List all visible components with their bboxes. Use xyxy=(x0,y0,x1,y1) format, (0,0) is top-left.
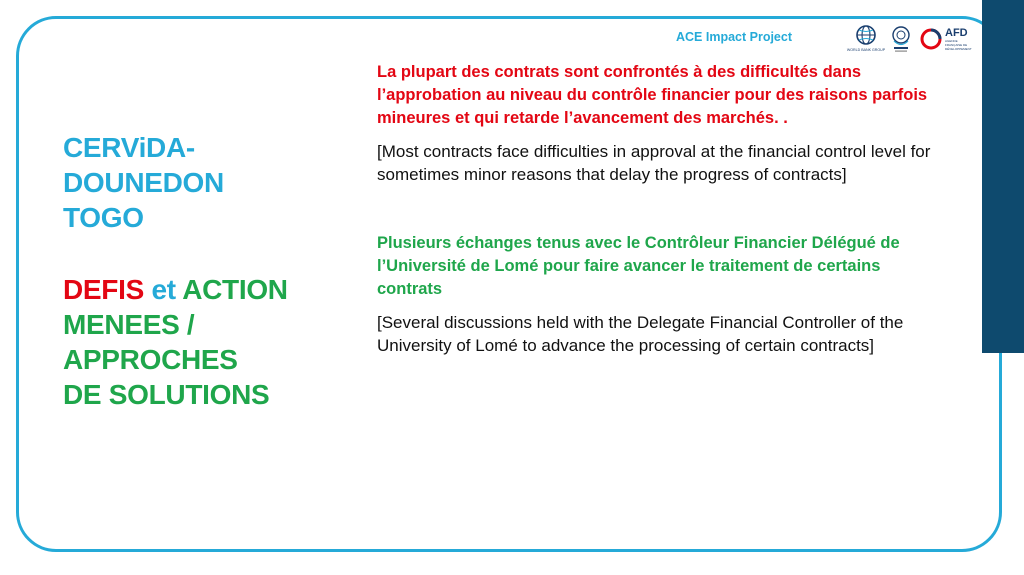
action-english: [Several discussions held with the Delegate Financial Controller of the University of Lomé to advance the processing of certain contracts] xyxy=(377,313,904,355)
project-label: ACE Impact Project xyxy=(676,30,793,44)
slide-title xyxy=(63,130,288,412)
title-et: et xyxy=(151,274,176,305)
title-line-3: TOGO xyxy=(63,202,144,233)
afd-logo xyxy=(920,28,971,51)
afd-label: AFD xyxy=(945,26,968,39)
challenge-english: [Most contracts face difficulties in approval at the financial control level for sometimes minor reasons that delay the progress of contracts] xyxy=(377,142,931,184)
side-accent-bar xyxy=(982,0,1024,353)
title-line-6: APPROCHES xyxy=(63,344,238,375)
title-action: ACTION xyxy=(182,274,288,305)
title-line-2: DOUNEDON xyxy=(63,167,224,198)
title-line-7: DE SOLUTIONS xyxy=(63,379,270,410)
afd-caption: AGENCE FRANÇAISE DE DÉVELOPPEMENT xyxy=(945,38,972,51)
un-emblem-logo xyxy=(890,24,912,54)
title-line-1: CERViDA- xyxy=(63,132,195,163)
action-french: Plusieurs échanges tenus avec le Contrôleur Financier Délégué de l’Université de Lomé pour faire avancer le traitement de certains contrats xyxy=(377,234,900,298)
title-line-5: MENEES / xyxy=(63,309,195,340)
title-line-4 xyxy=(63,272,288,307)
action-block xyxy=(377,232,947,357)
slide-content xyxy=(377,61,947,357)
partner-logos xyxy=(846,24,972,54)
world-bank-logo xyxy=(846,24,886,54)
challenge-french: La plupart des contrats sont confrontés à des difficultés dans l’approbation au niveau du contrôle financier pour des raisons parfois mineures et qui retarde l’avancement des marchés. . xyxy=(377,63,928,127)
world-bank-caption: WORLD BANK GROUP xyxy=(846,48,886,52)
title-defis: DEFIS xyxy=(63,274,144,305)
title-spacer xyxy=(63,235,288,272)
